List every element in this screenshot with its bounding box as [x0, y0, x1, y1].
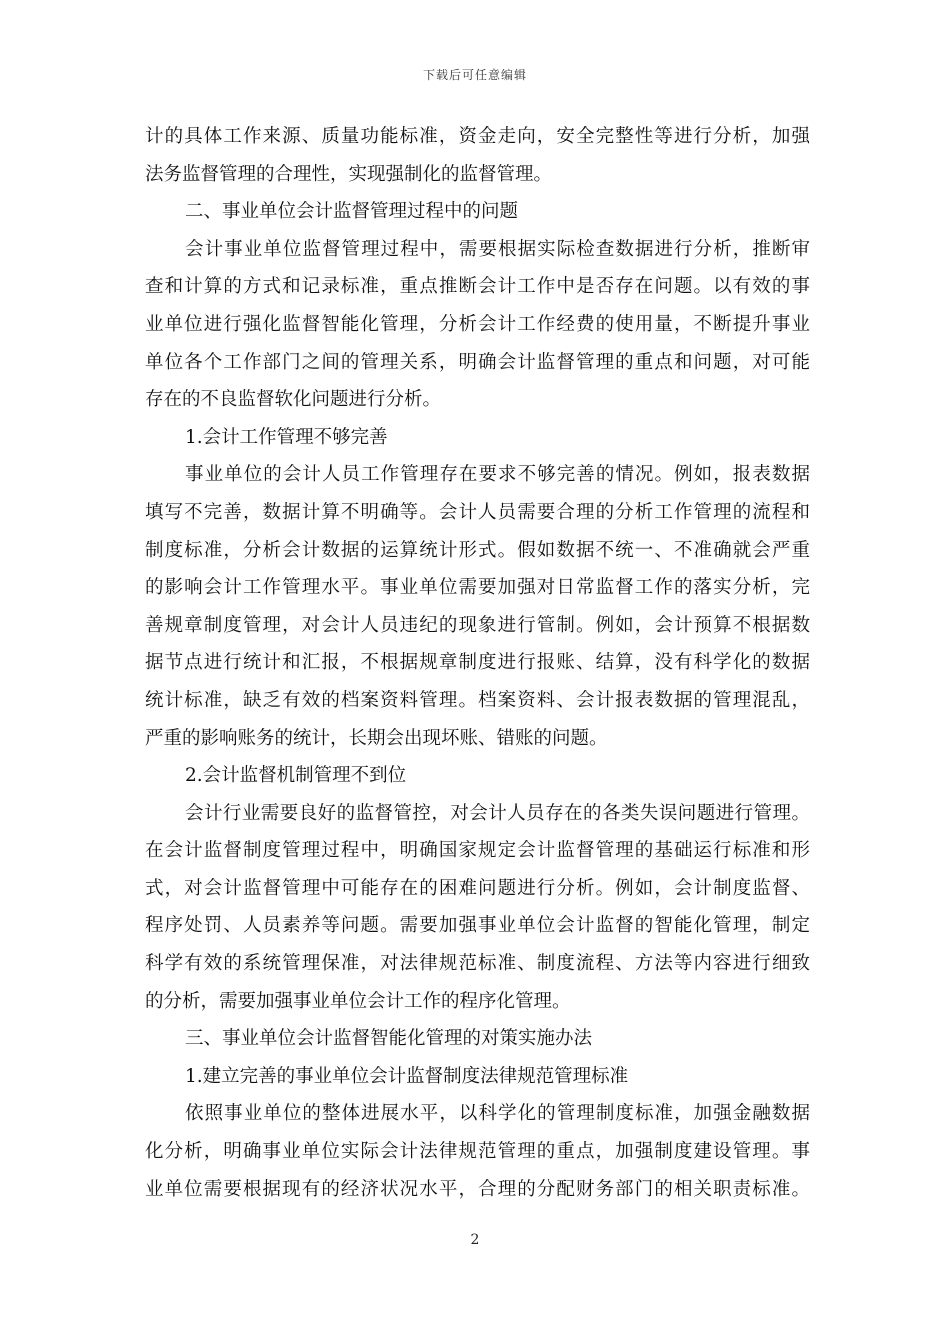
text-line: 严重的影响账务的统计，长期会出现坏账、错账的问题。	[145, 727, 608, 749]
text-line: 程序处罚、人员素养等问题。需要加强事业单位会计监督的智能化管理，制定	[145, 915, 810, 937]
text-line: 的影响会计工作管理水平。事业单位需要加强对日常监督工作的落实分析，完	[145, 577, 810, 599]
page-number: 2	[470, 1232, 480, 1248]
text-line: 业单位需要根据现有的经济状况水平，合理的分配财务部门的相关职责标准。	[145, 1178, 810, 1200]
text-line: 二、事业单位会计监督管理过程中的问题	[185, 201, 519, 223]
text-line: 存在的不良监督软化问题进行分析。	[145, 389, 442, 411]
text-line: 依照事业单位的整体进展水平，以科学化的管理制度标准，加强金融数据	[185, 1103, 810, 1125]
text-line: 填写不完善，数据计算不明确等。会计人员需要合理的分析工作管理的流程和	[145, 501, 810, 523]
text-line: 式，对会计监督管理中可能存在的困难问题进行分析。例如，会计制度监督、	[145, 877, 810, 899]
text-line: 化分析，明确事业单位实际会计法律规范管理的重点，加强制度建设管理。事	[145, 1141, 810, 1163]
page-header: 下载后可任意编辑	[422, 68, 527, 82]
text-line: 单位各个工作部门之间的管理关系，明确会计监督管理的重点和问题，对可能	[145, 351, 810, 373]
text-line: 会计事业单位监督管理过程中，需要根据实际检查数据进行分析，推断审	[185, 238, 810, 260]
text-line: 在会计监督制度管理过程中，明确国家规定会计监督管理的基础运行标准和形	[145, 840, 810, 862]
document-body	[145, 118, 810, 1208]
text-line: 法务监督管理的合理性，实现强制化的监督管理。	[145, 163, 553, 185]
text-line: 会计行业需要良好的监督管控，对会计人员存在的各类失误问题进行管理。	[185, 802, 810, 824]
text-line: 三、事业单位会计监督智能化管理的对策实施办法	[185, 1028, 593, 1050]
text-line: 事业单位的会计人员工作管理存在要求不够完善的情况。例如，报表数据	[185, 464, 810, 486]
text-line: 计的具体工作来源、质量功能标准，资金走向，安全完整性等进行分析，加强	[145, 126, 810, 147]
text-line: 的分析，需要加强事业单位会计工作的程序化管理。	[145, 990, 571, 1012]
text-line: 科学有效的系统管理保准，对法律规范标准、制度流程、方法等内容进行细致	[145, 953, 810, 975]
text-line: 1.会计工作管理不够完善	[185, 426, 388, 448]
text-line: 善规章制度管理，对会计人员违纪的现象进行管制。例如，会计预算不根据数	[145, 614, 810, 636]
text-line: 制度标准，分析会计数据的运算统计形式。假如数据不统一、不准确就会严重	[145, 539, 810, 561]
text-line: 2.会计监督机制管理不到位	[185, 765, 407, 787]
text-line: 统计标准，缺乏有效的档案资料管理。档案资料、会计报表数据的管理混乱，	[145, 689, 810, 711]
text-line: 1.建立完善的事业单位会计监督制度法律规范管理标准	[185, 1065, 629, 1087]
text-line: 查和计算的方式和记录标准，重点推断会计工作中是否存在问题。以有效的事	[145, 276, 810, 298]
text-line: 据节点进行统计和汇报，不根据规章制度进行报账、结算，没有科学化的数据	[145, 652, 810, 674]
text-line: 业单位进行强化监督智能化管理，分析会计工作经费的使用量，不断提升事业	[145, 313, 810, 335]
